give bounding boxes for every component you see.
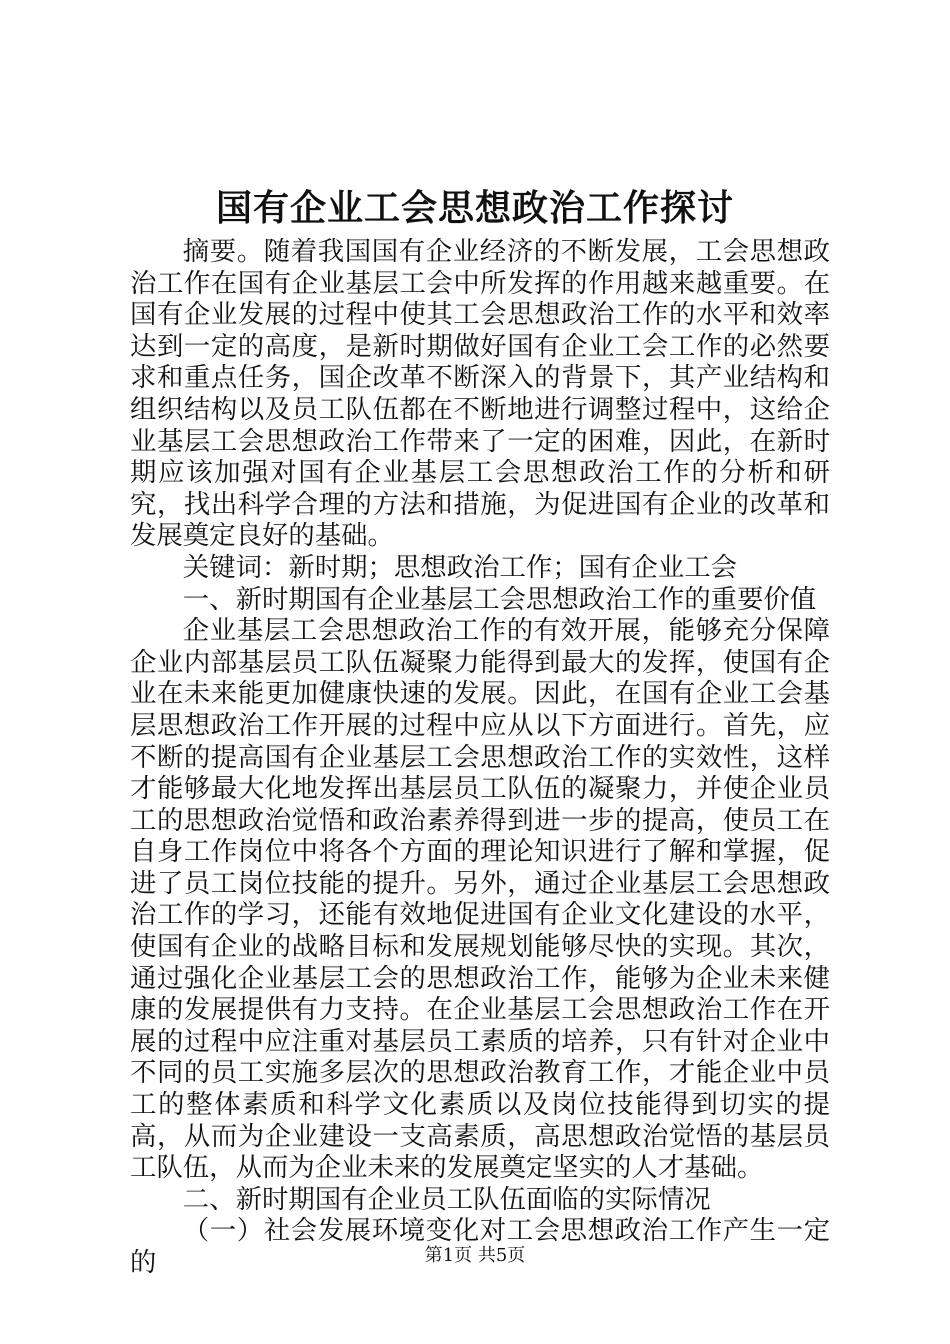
document-body — [130, 236, 830, 1279]
section-heading-1: 一、新时期国有企业基层工会思想政治工作的重要价值 — [182, 583, 817, 615]
keywords-line: 关键词：新时期；思想政治工作；国有企业工会 — [182, 551, 737, 583]
abstract-paragraph: 摘要。随着我国国有企业经济的不断发展，工会思想政治工作在国有企业基层工会中所发挥的作用越来越重要。在国有企业发展的过程中使其工会思想政治工作的水平和效率达到一定的高度，是新时期做好国有企业工会工作的必然要求和重点任务，国企改革不断深入的背景下，其产业结构和组织结构以及员工队伍都在不断地进行调整过程中，这给企业基层工会思想政治工作带来了一定的困难，因此，在新时期应该加强对国有企业基层工会思想政治工作的分析和研究，找出科学合理的方法和措施，为促进国有企业的改革和发展奠定良好的基础。 — [130, 236, 830, 552]
page-footer: 第1页 共5页 — [424, 1245, 526, 1266]
subsection-heading-1: （一）社会发展环境变化对工会思想政治工作产生一定的 — [130, 1215, 830, 1278]
document-title: 国有企业工会思想政治工作探讨 — [215, 187, 734, 229]
section-1-paragraph: 企业基层工会思想政治工作的有效开展，能够充分保障企业内部基层员工队伍凝聚力能得到最大的发挥，使国有企业在未来能更加健康快速的发展。因此，在国有企业工会基层思想政治工作开展的过程中应从以下方面进行。首先，应不断的提高国有企业基层工会思想政治工作的实效性，这样才能够最大化地发挥出基层员工队伍的凝聚力，并使企业员工的思想政治觉悟和政治素养得到进一步的提高，使员工在自身工作岗位中将各个方面的理论知识进行了解和掌握，促进了员工岗位技能的提升。另外，通过企业基层工会思想政治工作的学习，还能有效地促进国有企业文化建设的水平，使国有企业的战略目标和发展规划能够尽快的实现。其次，通过强化企业基层工会的思想政治工作，能够为企业未来健康的发展提供有力支持。在企业基层工会思想政治工作在开展的过程中应注重对基层员工素质的培养，只有针对企业中不同的员工实施多层次的思想政治教育工作，才能企业中员工的整体素质和科学文化素质以及岗位技能得到切实的提高，从而为企业建设一支高素质，高思想政治觉悟的基层员工队伍，从而为企业未来的发展奠定坚实的人才基础。 — [130, 615, 830, 1184]
section-heading-2: 二、新时期国有企业员工队伍面临的实际情况 — [182, 1183, 711, 1215]
